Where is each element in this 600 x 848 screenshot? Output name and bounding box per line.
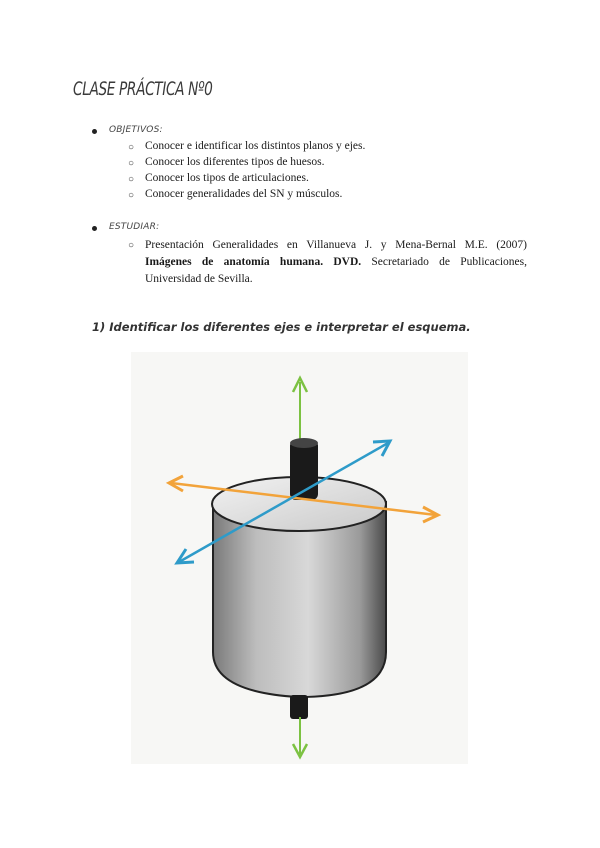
objetivos-heading: OBJETIVOS: <box>109 125 163 135</box>
exercise-heading: 1) Identificar los diferentes ejes e interpretar el esquema. <box>92 320 471 334</box>
bullet-icon <box>92 129 97 134</box>
reference-text: Presentación Generalidades en Villanueva J. y Mena-Bernal M.E. (2007) <box>145 239 527 251</box>
reference-publisher: Secretariado de Publicaciones, Universidad de Sevilla. <box>145 256 527 285</box>
cylinder-axes-drawing-icon <box>131 352 468 764</box>
estudiar-heading: ESTUDIAR: <box>109 222 160 232</box>
circle-bullet-icon: ○ <box>128 142 135 153</box>
circle-bullet-icon: ○ <box>128 240 135 251</box>
objetivo-item: Conocer los tipos de articulaciones. <box>145 172 309 184</box>
bullet-icon <box>92 226 97 231</box>
objetivo-item: Conocer los diferentes tipos de huesos. <box>145 156 325 168</box>
study-reference <box>145 237 527 288</box>
circle-bullet-icon: ○ <box>128 190 135 201</box>
objetivo-item: Conocer e identificar los distintos planos y ejes. <box>145 140 366 152</box>
circle-bullet-icon: ○ <box>128 174 135 185</box>
page-title: CLASE PRÁCTICA Nº0 <box>73 78 213 100</box>
objetivo-item: Conocer generalidades del SN y músculos. <box>145 188 343 200</box>
reference-title: Imágenes de anatomía humana. DVD. <box>145 256 362 268</box>
circle-bullet-icon: ○ <box>128 158 135 169</box>
